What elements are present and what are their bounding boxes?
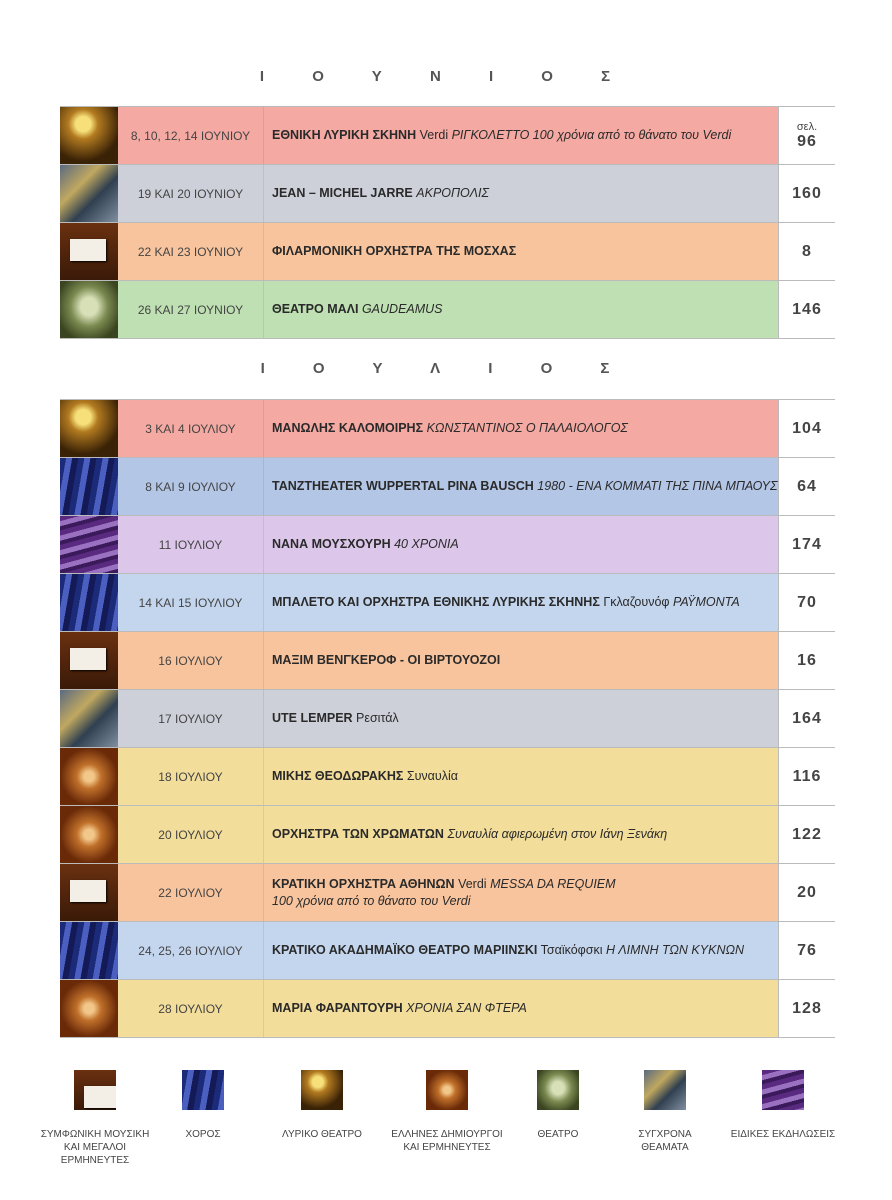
page-number-cell (778, 458, 835, 515)
page-number: 96 (797, 132, 817, 150)
event-date: 28 ΙΟΥΛΙΟΥ (158, 1001, 223, 1016)
page-number-cell (778, 107, 835, 164)
legend-label: ΕΛΛΗΝΕΣ ΔΗΜΙΟΥΡΓΟΙ (391, 1129, 503, 1140)
page-number-cell (778, 165, 835, 222)
legend-label: ΕΙΔΙΚΕΣ ΕΚΔΗΛΩΣΕΙΣ (730, 1129, 836, 1140)
event-row (60, 980, 835, 1038)
page-number: 160 (792, 184, 822, 202)
event-row (60, 281, 835, 339)
event-row (60, 400, 835, 458)
legend-label-line2: ΘΕΑΜΑΤΑ (641, 1142, 689, 1153)
event-row (60, 806, 835, 864)
event-date: 8 ΚΑΙ 9 ΙΟΥΛΙΟΥ (145, 479, 236, 494)
legend-swatch-sym (74, 1070, 116, 1110)
event-work: ΡΙΓΚΟΛΕΤΤΟ 100 χρόνια από το θάνατο του Verdi (451, 128, 732, 142)
page-number: 122 (792, 825, 822, 843)
page-number: 20 (797, 883, 817, 901)
event-date: 18 ΙΟΥΛΙΟΥ (158, 769, 223, 784)
category-legend (0, 1070, 892, 1180)
event-composer: Verdi (419, 128, 449, 142)
event-title (263, 223, 778, 280)
event-performer: ΚΡΑΤΙΚΗ ΟΡΧΗΣΤΡΑ ΑΘΗΝΩΝ (272, 876, 455, 891)
event-work: Η ΛΙΜΝΗ ΤΩΝ ΚΥΚΝΩΝ (605, 943, 745, 957)
event-date: 16 ΙΟΥΛΙΟΥ (158, 653, 223, 668)
page-number-cell (778, 980, 835, 1037)
event-row (60, 458, 835, 516)
category-thumbnail-lyric (60, 400, 118, 457)
page-number: 64 (797, 477, 817, 495)
category-thumbnail-dance (60, 458, 118, 515)
page-number-cell (778, 400, 835, 457)
legend-swatch-special (762, 1070, 804, 1110)
event-performer: ΝΑΝΑ ΜΟΥΣΧΟΥΡΗ (272, 537, 391, 551)
page-number: 164 (792, 709, 822, 727)
event-title (263, 400, 778, 457)
month-heading-june: Ι Ο Υ Ν Ι Ο Σ (259, 68, 633, 85)
legend-label: ΘΕΑΤΡΟ (537, 1129, 579, 1140)
page-number-cell (778, 748, 835, 805)
page-number-cell (778, 223, 835, 280)
page-number: 70 (797, 593, 817, 611)
category-thumbnail-greek (60, 748, 118, 805)
legend-item-special (718, 1070, 848, 1141)
legend-swatch-theatre (537, 1070, 579, 1110)
event-work: 40 ΧΡΟΝΙΑ (394, 537, 459, 551)
page-number: 146 (792, 300, 822, 318)
event-work: 1980 - ΕΝΑ ΚΟΜΜΑΤΙ ΤΗΣ ΠΙΝΑ ΜΠΑΟΥΣ (537, 479, 778, 493)
event-work: ΡΑΫΜΟΝΤΑ (673, 595, 740, 609)
legend-label-line2: ΚΑΙ ΜΕΓΑΛΟΙ ΕΡΜΗΝΕΥΤΕΣ (60, 1142, 130, 1166)
event-title (263, 281, 778, 338)
event-performer: ΜΑΞΙΜ ΒΕΝΓΚΕΡΟΦ - ΟΙ ΒΙΡΤΟΥΟΖΟΙ (272, 653, 501, 667)
event-work: ΚΩΝΣΤΑΝΤΙΝΟΣ Ο ΠΑΛΑΙΟΛΟΓΟΣ (426, 421, 628, 435)
page-number-cell (778, 632, 835, 689)
event-title (263, 574, 778, 631)
event-row (60, 690, 835, 748)
page-number: 128 (792, 999, 822, 1017)
event-row (60, 864, 835, 922)
event-row (60, 632, 835, 690)
event-row (60, 922, 835, 980)
page-number: 174 (792, 535, 822, 553)
page-number: 8 (802, 242, 812, 260)
event-date: 20 ΙΟΥΛΙΟΥ (158, 827, 223, 842)
page-number-cell (778, 690, 835, 747)
event-title (263, 980, 778, 1037)
july-events-table (60, 399, 835, 1038)
event-performer: ΚΡΑΤΙΚΟ ΑΚΑΔΗΜΑΪΚΟ ΘΕΑΤΡΟ ΜΑΡΙΙΝΣΚΙ (272, 943, 538, 957)
page-number: 16 (797, 651, 817, 669)
category-thumbnail-modern (60, 690, 118, 747)
event-date: 11 ΙΟΥΛΙΟΥ (158, 537, 223, 552)
legend-swatch-modern (644, 1070, 686, 1110)
page-number-cell (778, 864, 835, 921)
event-work: ΑΚΡΟΠΟΛΙΣ (416, 186, 489, 200)
event-date: 14 ΚΑΙ 15 ΙΟΥΛΙΟΥ (138, 595, 243, 610)
event-work: MESSA DA REQUIEM (490, 876, 616, 891)
event-row (60, 223, 835, 281)
event-performer: ΕΘΝΙΚΗ ΛΥΡΙΚΗ ΣΚΗΝΗ (272, 128, 417, 142)
category-thumbnail-modern (60, 165, 118, 222)
page-number-cell (778, 806, 835, 863)
legend-label: ΣΥΓΧΡΟΝΑ (638, 1129, 692, 1140)
event-row (60, 107, 835, 165)
event-composer: Verdi (458, 876, 487, 891)
event-date: 8, 10, 12, 14 ΙΟΥΝΙΟΥ (130, 128, 251, 143)
page-number: 116 (792, 767, 822, 785)
event-row (60, 748, 835, 806)
event-performer: ΜΑΝΩΛΗΣ ΚΑΛΟΜΟΙΡΗΣ (272, 421, 424, 435)
legend-item-dance (138, 1070, 268, 1141)
event-title (263, 632, 778, 689)
event-performer: JEAN – MICHEL JARRE (272, 186, 413, 200)
event-performer: ΦΙΛΑΡΜΟΝΙΚΗ ΟΡΧΗΣΤΡΑ ΤΗΣ ΜΟΣΧΑΣ (272, 244, 517, 258)
event-performer: ΘΕΑΤΡΟ ΜΑΛΙ (272, 302, 359, 316)
category-thumbnail-lyric (60, 107, 118, 164)
event-title (263, 748, 778, 805)
event-performer: TANZTHEATER WUPPERTAL PINA BAUSCH (272, 479, 534, 493)
legend-swatch-greek (426, 1070, 468, 1110)
legend-item-lyric (257, 1070, 387, 1141)
legend-swatch-lyric (301, 1070, 343, 1110)
category-thumbnail-special (60, 516, 118, 573)
month-heading-july: Ι Ο Υ Λ Ι Ο Σ (260, 360, 632, 377)
event-performer: ΜΙΚΗΣ ΘΕΟΔΩΡΑΚΗΣ (272, 769, 404, 783)
event-work: GAUDEAMUS (361, 302, 443, 316)
event-date: 3 ΚΑΙ 4 ΙΟΥΛΙΟΥ (145, 421, 236, 436)
event-title (263, 806, 778, 863)
event-row (60, 574, 835, 632)
category-thumbnail-sym (60, 632, 118, 689)
page-number: 76 (797, 941, 817, 959)
event-title (263, 690, 778, 747)
event-title (263, 458, 778, 515)
event-title (263, 922, 778, 979)
event-date: 19 ΚΑΙ 20 ΙΟΥΝΙΟΥ (137, 186, 244, 201)
event-performer: UTE LEMPER (272, 711, 353, 725)
legend-item-modern (600, 1070, 730, 1154)
event-work: ΧΡΟΝΙΑ ΣΑΝ ΦΤΕΡΑ (406, 1001, 527, 1015)
event-row (60, 516, 835, 574)
event-date: 26 ΚΑΙ 27 ΙΟΥΝΙΟΥ (137, 302, 244, 317)
event-work: Συναυλία αφιερωμένη στον Ιάνη Ξενάκη (447, 827, 668, 841)
event-date: 17 ΙΟΥΛΙΟΥ (158, 711, 223, 726)
event-title (263, 107, 778, 164)
event-title (263, 516, 778, 573)
page-number-cell (778, 516, 835, 573)
legend-swatch-dance (182, 1070, 224, 1110)
category-thumbnail-sym (60, 223, 118, 280)
event-title (263, 165, 778, 222)
category-thumbnail-dance (60, 574, 118, 631)
event-composer: Συναυλία (406, 769, 458, 783)
category-thumbnail-theatre (60, 281, 118, 338)
event-date: 22 ΚΑΙ 23 ΙΟΥΝΙΟΥ (137, 244, 244, 259)
legend-label: ΧΟΡΟΣ (185, 1129, 221, 1140)
event-composer: Γκλαζουνόφ (603, 595, 670, 609)
event-composer: Τσαϊκόφσκι (540, 943, 603, 957)
event-date: 24, 25, 26 ΙΟΥΛΙΟΥ (138, 943, 243, 958)
event-subtitle: 100 χρόνια από το θάνατο του Verdi (272, 893, 471, 908)
page-number-cell (778, 281, 835, 338)
legend-label-line2: ΚΑΙ ΕΡΜΗΝΕΥΤΕΣ (403, 1142, 491, 1153)
event-date: 22 ΙΟΥΛΙΟΥ (158, 885, 223, 900)
page-number-cell (778, 574, 835, 631)
legend-label: ΛΥΡΙΚΟ ΘΕΑΤΡΟ (282, 1129, 362, 1140)
event-row (60, 165, 835, 223)
june-events-table (60, 106, 835, 339)
category-thumbnail-greek (60, 980, 118, 1037)
event-title (263, 864, 778, 921)
category-thumbnail-dance (60, 922, 118, 979)
category-thumbnail-greek (60, 806, 118, 863)
page-number: 104 (792, 419, 822, 437)
legend-label: ΣΥΜΦΩΝΙΚΗ ΜΟΥΣΙΚΗ (40, 1129, 150, 1140)
event-performer: ΜΑΡΙΑ ΦΑΡΑΝΤΟΥΡΗ (272, 1001, 403, 1015)
event-performer: ΟΡΧΗΣΤΡΑ ΤΩΝ ΧΡΩΜΑΤΩΝ (272, 827, 444, 841)
page-number-cell (778, 922, 835, 979)
page-header-label: σελ. (796, 120, 818, 133)
category-thumbnail-sym (60, 864, 118, 921)
event-performer: ΜΠΑΛΕΤΟ ΚΑΙ ΟΡΧΗΣΤΡΑ ΕΘΝΙΚΗΣ ΛΥΡΙΚΗΣ ΣΚΗΝΗΣ (272, 595, 600, 609)
event-composer: Ρεσιτάλ (356, 711, 399, 725)
